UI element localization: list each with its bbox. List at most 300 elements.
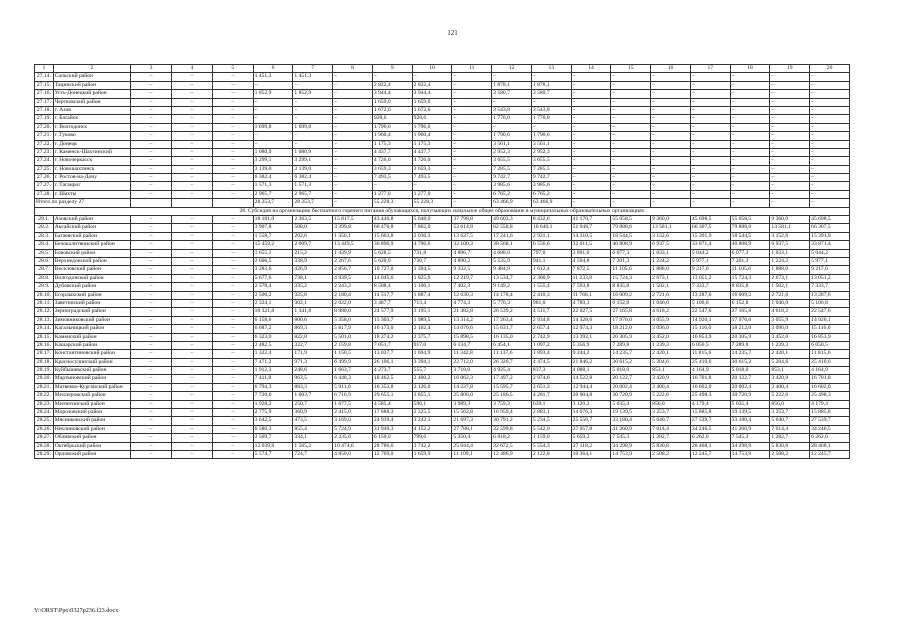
table-row bbox=[35, 148, 850, 156]
table-cell: 55 058,5 bbox=[611, 216, 651, 224]
table-cell: – bbox=[212, 174, 253, 182]
table-cell: 34 298,9 bbox=[611, 442, 651, 450]
table-cell: 2 324,1 bbox=[253, 299, 293, 307]
table-cell: 12 974,3 bbox=[571, 325, 611, 333]
table-cell: 28.17. bbox=[35, 350, 54, 358]
table-cell: – bbox=[730, 98, 770, 106]
table-cell: – bbox=[171, 434, 212, 442]
table-cell: 28.29. bbox=[35, 450, 54, 458]
table-cell: 18 544,5 bbox=[730, 232, 770, 240]
table-cell: 2 721,6 bbox=[770, 291, 810, 299]
table-cell: – bbox=[730, 115, 770, 123]
table-cell: – bbox=[171, 115, 212, 123]
table-cell: – bbox=[253, 106, 293, 114]
table-cell: – bbox=[171, 291, 212, 299]
table-cell: – bbox=[412, 182, 452, 190]
table-cell: 28.8. bbox=[35, 274, 54, 282]
table-cell: 1 852,9 bbox=[253, 90, 293, 98]
table-cell: 28.9. bbox=[35, 283, 54, 291]
table-cell: – bbox=[212, 241, 253, 249]
table-cell: 963,5 bbox=[293, 375, 333, 383]
table-cell: 3 718,0 bbox=[452, 367, 492, 375]
table-cell: – bbox=[253, 98, 293, 106]
table-row bbox=[35, 73, 850, 81]
table-cell: 6 765,2 bbox=[492, 190, 532, 198]
table-cell: – bbox=[531, 98, 571, 106]
table-cell: 1 887,4 bbox=[412, 291, 452, 299]
table-cell: 2 606,5 bbox=[253, 257, 293, 265]
table-cell: 28.18. bbox=[35, 358, 54, 366]
table-cell: 5 044,2 bbox=[810, 249, 850, 257]
table-cell: – bbox=[770, 73, 810, 81]
table-cell: 28.25. bbox=[35, 417, 54, 425]
table-cell: – bbox=[171, 132, 212, 140]
table-cell: – bbox=[131, 325, 172, 333]
table-cell: – bbox=[131, 132, 172, 140]
table-cell: 7 471,2 bbox=[253, 358, 293, 366]
table-cell: 4 925,4 bbox=[492, 367, 532, 375]
table-cell: 856,0 bbox=[770, 400, 810, 408]
table-cell: 13 287,6 bbox=[690, 291, 730, 299]
table-cell: 2 410,3 bbox=[531, 291, 571, 299]
table-cell: 1 439,9 bbox=[333, 249, 373, 257]
table-row bbox=[35, 333, 850, 341]
table-cell: 28.23. bbox=[35, 400, 54, 408]
table-cell: 16 853,9 bbox=[690, 333, 730, 341]
table-cell: 5 628,5 bbox=[372, 249, 412, 257]
table-cell: 27.26. bbox=[35, 174, 54, 182]
table-cell: 4 594,8 bbox=[571, 257, 611, 265]
table-cell: – bbox=[131, 190, 172, 198]
table-cell: 508,0 bbox=[293, 224, 333, 232]
table-cell: 16 959,4 bbox=[492, 409, 532, 417]
table-cell: 49 603,3 bbox=[492, 216, 532, 224]
table-cell: 18 462,5 bbox=[372, 375, 412, 383]
table-cell: 7 289,8 bbox=[611, 341, 651, 349]
table-cell: – bbox=[690, 157, 730, 165]
table-cell: 27.16. bbox=[35, 90, 54, 98]
table-cell: 7 014,4 bbox=[770, 425, 810, 433]
table-cell: Сальский район bbox=[53, 73, 130, 81]
table-cell: 2 965,7 bbox=[253, 190, 293, 198]
table-cell: – bbox=[253, 115, 293, 123]
table-cell: 797,0 bbox=[531, 249, 571, 257]
table-cell: 5 640,7 bbox=[770, 417, 810, 425]
table-cell: 28.1. bbox=[35, 216, 54, 224]
table-cell: 3 253,7 bbox=[770, 409, 810, 417]
table-cell: 2 934,8 bbox=[531, 316, 571, 324]
table-cell: 66 307,5 bbox=[810, 224, 850, 232]
table-row bbox=[35, 182, 850, 190]
table-cell: 3 242,1 bbox=[412, 417, 452, 425]
table-cell: – bbox=[171, 257, 212, 265]
table-cell: 4 939,5 bbox=[333, 274, 373, 282]
table-cell: 1 655,1 bbox=[253, 249, 293, 257]
table-cell: Кагальницкий район bbox=[53, 325, 130, 333]
table-cell bbox=[131, 199, 172, 207]
table-cell: 28 253,7 bbox=[253, 199, 293, 207]
table-cell: 3 152,6 bbox=[770, 232, 810, 240]
table-cell: Усть-Донецкий район bbox=[53, 90, 130, 98]
table-cell: – bbox=[531, 123, 571, 131]
table-cell: 1 677,5 bbox=[333, 400, 373, 408]
table-row bbox=[35, 106, 850, 114]
table-cell: 1 277,0 bbox=[372, 190, 412, 198]
table-cell: – bbox=[293, 132, 333, 140]
table-cell: 3 bbox=[131, 65, 172, 73]
table-cell: – bbox=[611, 148, 651, 156]
table-cell: Матвеево-Курганский район bbox=[53, 383, 130, 391]
table-cell: 3 561,1 bbox=[531, 140, 571, 148]
table-cell: – bbox=[131, 174, 172, 182]
table-cell: 6 556,6 bbox=[531, 241, 571, 249]
table-cell: – bbox=[212, 375, 253, 383]
table-cell: – bbox=[452, 106, 492, 114]
table-row bbox=[35, 392, 850, 400]
table-cell: Кашарский район bbox=[53, 341, 130, 349]
table-cell: 731,8 bbox=[412, 249, 452, 257]
table-cell: 28.20. bbox=[35, 375, 54, 383]
table-cell: 13 581,1 bbox=[651, 224, 691, 232]
table-cell: 14 753,9 bbox=[730, 450, 770, 458]
table-cell: 33 871,4 bbox=[690, 241, 730, 249]
table-cell: Багаевский район bbox=[53, 232, 130, 240]
table-cell: – bbox=[730, 90, 770, 98]
table-cell: 21 697,3 bbox=[452, 417, 492, 425]
table-cell: – bbox=[131, 98, 172, 106]
table-cell: 1 878,1 bbox=[492, 81, 532, 89]
table-cell: 28.11. bbox=[35, 299, 54, 307]
table-cell: – bbox=[212, 157, 253, 165]
table-cell: – bbox=[333, 90, 373, 98]
table-cell: 28.3. bbox=[35, 232, 54, 240]
table-cell: 16 853,9 bbox=[810, 333, 850, 341]
table-cell: 7 014,4 bbox=[651, 425, 691, 433]
table-cell: 1 796,6 bbox=[372, 123, 412, 131]
table-cell: 5 554,3 bbox=[531, 442, 571, 450]
table-cell: – bbox=[770, 81, 810, 89]
table-cell: Азовский район bbox=[53, 216, 130, 224]
table-cell: 1 663,7 bbox=[333, 367, 373, 375]
table-cell: 1 451,3 bbox=[293, 73, 333, 81]
table-cell: г. Шахты bbox=[53, 190, 130, 198]
table-cell: 11 105,6 bbox=[730, 266, 770, 274]
table-cell: 15 663,8 bbox=[372, 232, 412, 240]
table-cell: Волгодонской район bbox=[53, 274, 130, 282]
table-cell: – bbox=[770, 132, 810, 140]
table-row bbox=[35, 283, 850, 291]
table-cell: 2 952,3 bbox=[492, 148, 532, 156]
table-cell: 17 888,3 bbox=[372, 409, 412, 417]
table-cell: – bbox=[131, 123, 172, 131]
table-cell: 28.14. bbox=[35, 325, 54, 333]
table-cell: 4 688,0 bbox=[492, 249, 532, 257]
table-cell: 14 328,6 bbox=[571, 316, 611, 324]
table-cell: 4 273,7 bbox=[372, 367, 412, 375]
table-cell: 1 825,9 bbox=[412, 274, 452, 282]
table-cell: 28.10. bbox=[35, 291, 54, 299]
table-cell: 10 321,8 bbox=[253, 308, 293, 316]
table-cell: – bbox=[171, 90, 212, 98]
table-cell: 16 062,3 bbox=[452, 375, 492, 383]
table-cell: – bbox=[131, 283, 172, 291]
table-cell: 14 522,8 bbox=[571, 375, 611, 383]
table-cell: 25 556,7 bbox=[571, 417, 611, 425]
table-cell: 3 096,0 bbox=[651, 325, 691, 333]
table-cell: 20 002,4 bbox=[730, 383, 770, 391]
table-cell: 2 883,1 bbox=[531, 409, 571, 417]
table-cell: 1 672,6 bbox=[412, 106, 452, 114]
table-cell: 79 888,6 bbox=[730, 224, 770, 232]
table-cell: 28.4. bbox=[35, 241, 54, 249]
table-cell: 32 011,5 bbox=[571, 241, 611, 249]
table-cell: – bbox=[810, 182, 850, 190]
table-cell: 3 659,3 bbox=[412, 165, 452, 173]
table-cell: 2 415,0 bbox=[333, 409, 373, 417]
table-cell: 40 808,9 bbox=[730, 241, 770, 249]
table-cell: 28.6. bbox=[35, 257, 54, 265]
table-row bbox=[35, 274, 850, 282]
table-cell: 7 872,5 bbox=[571, 266, 611, 274]
table-cell: 1 282,7 bbox=[651, 434, 691, 442]
table-row bbox=[35, 350, 850, 358]
table-cell: 302,1 bbox=[293, 299, 333, 307]
table-cell: – bbox=[611, 165, 651, 173]
table-cell: 837,3 bbox=[531, 367, 571, 375]
table-cell: – bbox=[730, 148, 770, 156]
table-cell: 1 033,1 bbox=[770, 249, 810, 257]
table-cell: 6 152,8 bbox=[730, 299, 770, 307]
table-cell: 28.16. bbox=[35, 341, 54, 349]
table-cell: – bbox=[651, 199, 691, 207]
table-cell: – bbox=[333, 199, 373, 207]
table-cell: 16 135,0 bbox=[492, 333, 532, 341]
table-cell: – bbox=[212, 98, 253, 106]
table-cell: Боковский район bbox=[53, 249, 130, 257]
table-cell: 6 794,3 bbox=[253, 383, 293, 391]
table-cell: 14 235,7 bbox=[611, 350, 651, 358]
table-cell: 28.2. bbox=[35, 224, 54, 232]
table-cell: 7 545,3 bbox=[730, 434, 770, 442]
page-number: 121 bbox=[447, 29, 458, 37]
table-cell: 63 466,9 bbox=[492, 199, 532, 207]
table-cell: – bbox=[171, 375, 212, 383]
table-cell: 6 937,5 bbox=[651, 241, 691, 249]
table-cell: 869,3 bbox=[293, 325, 333, 333]
table-cell: 27.15. bbox=[35, 81, 54, 89]
table-cell: 55 228,3 bbox=[372, 199, 412, 207]
table-row bbox=[35, 165, 850, 173]
table-cell: 33 180,4 bbox=[730, 417, 770, 425]
table-cell: – bbox=[690, 165, 730, 173]
table-cell: г. Волгодонск bbox=[53, 123, 130, 131]
table-cell: – bbox=[171, 409, 212, 417]
table-cell: 6 077,3 bbox=[611, 249, 651, 257]
table-cell: – bbox=[690, 106, 730, 114]
table-cell: 6 323,0 bbox=[253, 333, 293, 341]
table-cell: 5 817,9 bbox=[333, 325, 373, 333]
table-cell: – bbox=[171, 367, 212, 375]
table-cell: – bbox=[690, 123, 730, 131]
table-cell: 1 502,1 bbox=[651, 283, 691, 291]
table-cell: – bbox=[690, 199, 730, 207]
table-cell: 4 726,0 bbox=[372, 157, 412, 165]
table-cell: 6 382,4 bbox=[293, 174, 333, 182]
table-cell: 22 027,5 bbox=[571, 308, 611, 316]
table-row bbox=[35, 409, 850, 417]
table-cell: 7 593,8 bbox=[571, 283, 611, 291]
table-cell: 17 bbox=[690, 65, 730, 73]
table-cell: – bbox=[171, 182, 212, 190]
table-cell: 1 394,5 bbox=[412, 266, 452, 274]
table-cell: 37 798,8 bbox=[452, 216, 492, 224]
table-cell: 45 698,5 bbox=[810, 216, 850, 224]
table-row bbox=[35, 325, 850, 333]
table-cell: – bbox=[333, 157, 373, 165]
table-cell: 1 571,3 bbox=[253, 182, 293, 190]
table-cell: 7 201,3 bbox=[730, 257, 770, 265]
table-cell: 1 571,3 bbox=[293, 182, 333, 190]
table-cell: – bbox=[212, 249, 253, 257]
table-cell: 1 558,7 bbox=[253, 232, 293, 240]
table-cell: Егорлыкский район bbox=[53, 291, 130, 299]
table-cell: – bbox=[131, 409, 172, 417]
table-cell: – bbox=[730, 157, 770, 165]
table-cell: 5 648,0 bbox=[412, 216, 452, 224]
table-cell: – bbox=[571, 90, 611, 98]
table-cell: – bbox=[492, 98, 532, 106]
table-cell: – bbox=[452, 73, 492, 81]
table-cell: Аксайский район bbox=[53, 224, 130, 232]
table-cell: 917,0 bbox=[412, 341, 452, 349]
table-cell: – bbox=[452, 81, 492, 89]
table-cell: 11 768,1 bbox=[571, 291, 611, 299]
table-cell: – bbox=[651, 81, 691, 89]
table-cell: 6 158,6 bbox=[253, 316, 293, 324]
table-cell: 18 181,0 bbox=[253, 216, 293, 224]
table-cell: г. Батайск bbox=[53, 115, 130, 123]
table-cell: 3 989,3 bbox=[452, 400, 492, 408]
table-cell: 4 437,7 bbox=[372, 148, 412, 156]
table-cell: – bbox=[131, 249, 172, 257]
table-cell: Мясниковский район bbox=[53, 417, 130, 425]
table-cell: 5 234,5 bbox=[531, 417, 571, 425]
table-cell: 17 976,0 bbox=[611, 316, 651, 324]
table-row bbox=[35, 299, 850, 307]
table-cell: – bbox=[492, 123, 532, 131]
table-cell: – bbox=[810, 174, 850, 182]
table-cell: г. Новошахтинск bbox=[53, 165, 130, 173]
table-cell: 34 246,5 bbox=[810, 425, 850, 433]
table-cell: 5 574,7 bbox=[253, 450, 293, 458]
table-cell: – bbox=[131, 434, 172, 442]
table-cell: 3 139,0 bbox=[253, 165, 293, 173]
table-cell: – bbox=[212, 190, 253, 198]
table-cell: 5 501,0 bbox=[333, 333, 373, 341]
table-cell: – bbox=[131, 450, 172, 458]
table-cell: – bbox=[810, 115, 850, 123]
table-cell: – bbox=[212, 132, 253, 140]
table-cell: 14 920,1 bbox=[810, 316, 850, 324]
table-cell: – bbox=[171, 174, 212, 182]
table-cell: 5 106,8 bbox=[810, 299, 850, 307]
table-cell: 5 358,0 bbox=[333, 316, 373, 324]
table-cell: 15 116,0 bbox=[690, 325, 730, 333]
table-cell: – bbox=[452, 190, 492, 198]
table-cell: 1 003,7 bbox=[293, 392, 333, 400]
table-cell: 14 070,6 bbox=[452, 325, 492, 333]
table-cell bbox=[212, 199, 253, 207]
table-cell: 14 076,3 bbox=[571, 409, 611, 417]
table-cell: – bbox=[770, 182, 810, 190]
table-cell: 26 320,7 bbox=[492, 358, 532, 366]
table-cell: 12 245,7 bbox=[690, 450, 730, 458]
table-cell: – bbox=[212, 400, 253, 408]
table-cell: 36 896,9 bbox=[372, 241, 412, 249]
table-cell: – bbox=[212, 274, 253, 282]
table-cell: – bbox=[810, 140, 850, 148]
table-cell: – bbox=[212, 450, 253, 458]
table-cell: – bbox=[452, 132, 492, 140]
table-cell: 3 759,3 bbox=[492, 400, 532, 408]
table-row bbox=[35, 434, 850, 442]
table-cell: 7 201,3 bbox=[611, 257, 651, 265]
table-cell: 2 931,1 bbox=[531, 232, 571, 240]
table-row bbox=[35, 291, 850, 299]
table-cell: – bbox=[171, 123, 212, 131]
table-cell: 26 106,1 bbox=[372, 358, 412, 366]
table-cell: – bbox=[690, 132, 730, 140]
table-cell: – bbox=[571, 98, 611, 106]
table-cell: 6 499,9 bbox=[333, 358, 373, 366]
table-cell: 2 657,4 bbox=[531, 325, 571, 333]
table-cell: – bbox=[131, 358, 172, 366]
table-row bbox=[35, 132, 850, 140]
table-cell: 2 974,6 bbox=[531, 375, 571, 383]
table-cell: 16 009,2 bbox=[730, 291, 770, 299]
table-cell: – bbox=[651, 190, 691, 198]
table-cell: 3 655,5 bbox=[492, 157, 532, 165]
table-cell: 27.25. bbox=[35, 165, 54, 173]
table-cell: г. Ростов-на-Дону bbox=[53, 174, 130, 182]
table-cell: 21 382,8 bbox=[452, 308, 492, 316]
table-cell: – bbox=[452, 123, 492, 131]
table-cell: 14 920,1 bbox=[690, 316, 730, 324]
table-cell: 8 835,8 bbox=[730, 283, 770, 291]
table-cell: 24 577,9 bbox=[372, 308, 412, 316]
table-cell: – bbox=[212, 90, 253, 98]
table-cell: 16 602,0 bbox=[810, 383, 850, 391]
table-cell: 5 222,6 bbox=[651, 392, 691, 400]
table-cell: 215,2 bbox=[293, 249, 333, 257]
table-cell: 3 055,9 bbox=[770, 316, 810, 324]
table-cell: г. Донецк bbox=[53, 140, 130, 148]
table-cell: – bbox=[651, 157, 691, 165]
table-cell: 360,9 bbox=[293, 409, 333, 417]
table-cell: 30 791,2 bbox=[492, 417, 532, 425]
table-cell: 2 bbox=[53, 65, 130, 73]
table-cell: – bbox=[253, 81, 293, 89]
table-cell: 822,0 bbox=[293, 333, 333, 341]
table-cell: – bbox=[611, 106, 651, 114]
table-cell: – bbox=[730, 73, 770, 81]
table-cell: 3 487,7 bbox=[372, 299, 412, 307]
table-cell: 11 109,1 bbox=[452, 450, 492, 458]
table-cell: 8 432,6 bbox=[531, 216, 571, 224]
table-cell: – bbox=[452, 98, 492, 106]
table-cell: – bbox=[171, 333, 212, 341]
table-cell: – bbox=[770, 157, 810, 165]
